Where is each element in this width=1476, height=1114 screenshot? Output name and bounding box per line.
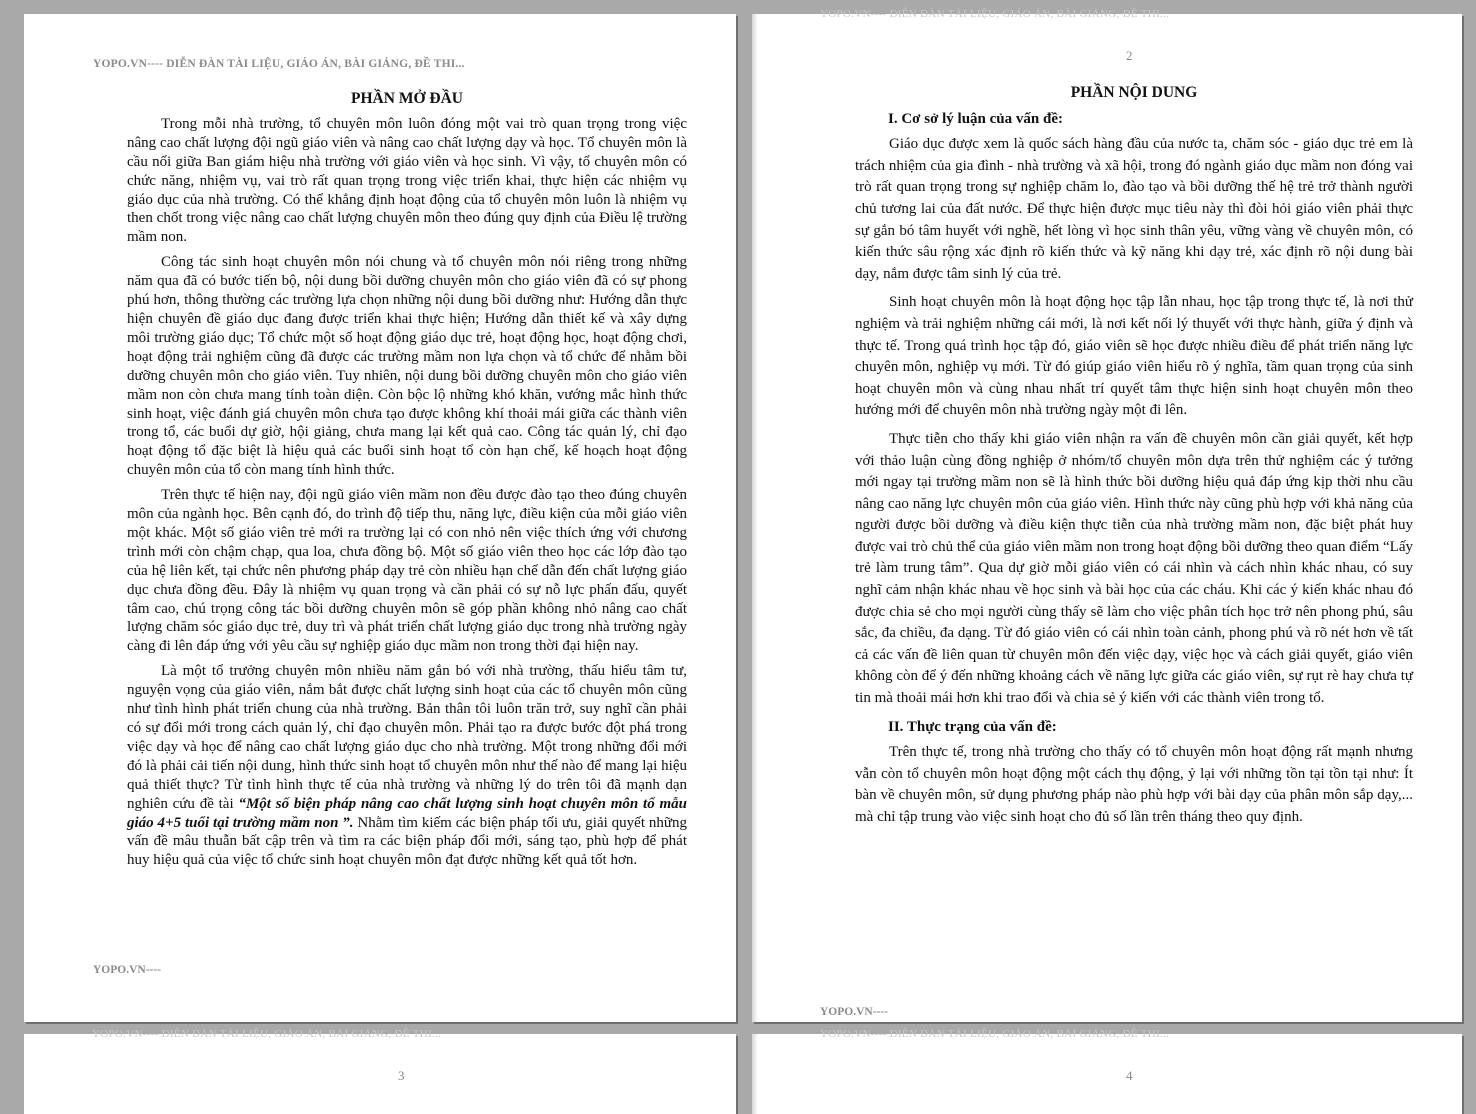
paragraph: Sinh hoạt chuyên môn là hoạt động học tập lẫn nhau, học tập trong thực tế, là nơi thử nghiệm và trải nghiệm những cái mới, là nơi kết nối lý thuyết với thực hành, giữa ý định và thực tế. Trong quá trình học tập đó, giáo viên sẽ học được nhiều điều để phát triển năng lực chuyên môn, nghiệp vụ mới. Từ đó giúp giáo viên hiểu rõ ý nghĩa, tầm quan trọng của sinh hoạt chuyên môn và cùng nhau nhất trí quyết tâm thực hiện sinh hoạt chuyên môn theo hướng mới để chuyên môn nhà trường ngày một đi lên. — [855, 294, 1413, 419]
paragraph — [127, 662, 687, 870]
page-body — [127, 90, 687, 876]
document-page-4 — [752, 1028, 1462, 1114]
paragraph: Giáo dục được xem là quốc sách hàng đầu của nước ta, chăm sóc - giáo dục trẻ em là trách nhiệm của gia đình - nhà trường và xã hội, trong đó ngành giáo dục mầm non đóng vai trò rất quan trọng trong sự nghiệp chăm lo, đào tạo và bồi dưỡng thế hệ trẻ trở thành người chủ tương lai của đất nước. Để thực hiện được mục tiêu này thì đòi hỏi giáo viên phải thực sự gắn bó tâm huyết với nghề, hết lòng vì học sinh thân yêu, vững vàng về chuyên môn, có kiến thức sâu rộng xác định rõ kiến thức và kỹ năng khi dạy trẻ, xác định rõ nội dung bài dạy, nắm được tâm sinh lý của trẻ. — [855, 136, 1413, 282]
section-heading: I. Cơ sở lý luận của vấn đề: — [888, 110, 1063, 127]
document-page-2 — [752, 8, 1462, 1022]
page-edge-shadow — [752, 1034, 758, 1114]
page-number: 3 — [398, 1068, 405, 1083]
paragraph: Thực tiễn cho thấy khi giáo viên nhận ra vấn đề chuyên môn cần giải quyết, kết hợp với thảo luận cùng đồng nghiệp ở nhóm/tổ chuyên môn dựa trên thử nghiệm các ý tưởng mới ngay tại trường mầm non sẽ là hình thức bồi dưỡng hiệu quả đáp ứng kịp thời nhu cầu nâng cao năng lực chuyên môn của giáo viên. Hình thức này cũng phù hợp với khả năng của người được bồi dưỡng và điều kiện thực tiễn của nhà trường mầm non, đặc biệt phát huy được vai trò chủ thể của giáo viên mầm non trong hoạt động bồi dưỡng theo quan điểm “Lấy trẻ làm trung tâm”. Qua dự giờ mỗi giáo viên có cái nhìn và cách nhìn khác nhau, có suy nghĩ cảm nhận khác nhau về học sinh và bài học của các cháu. Khi các ý kiến khác nhau đó được chia sẻ cho mọi người cùng thấy sẽ làm cho việc phân tích học trở nên phong phú, sâu sắc, đa chiều, đa dạng. Từ đó giáo viên có cái nhìn toàn cảnh, phong phú và rõ nét hơn về tất cả các vấn đề liên quan từ chuyên môn đến việc dạy, việc học và cách giải quyết, giáo viên không còn để ý đến những khoảng cách về năng lực giữa các giáo viên, sự rụt rè hay chưa tự tin mà thoải mái hơn khi trao đổi và chia sẻ ý kiến với các thành viên trong tổ. — [855, 430, 1413, 707]
document-page-1 — [24, 14, 736, 1022]
topic-title-emphasis: “Một số biện pháp nâng cao chất lượng sinh hoạt chuyên môn tổ mẫu giáo 4+5 tuổi tại trường mầm non ”. — [127, 795, 688, 831]
section-heading: II. Thực trạng của vấn đề: — [888, 718, 1057, 735]
page-footer: YOPO.VN---- — [93, 964, 162, 976]
page-number: 2 — [1126, 48, 1133, 63]
paragraph-text: Nhằm tìm kiếm các biện pháp tối ưu, giải quyết những vấn đề mâu thuẫn bất cập trên và tìm ra các biện pháp đổi mới, sáng tạo, phù hợp để phát huy hiệu quả của việc tổ chức sinh hoạt chuyên môn đạt được những kết quả tốt hơn. — [127, 814, 687, 869]
page-title: PHẦN NỘI DUNG — [1070, 84, 1198, 101]
page-header-faint: YOPO.VN---- DIỄN ĐÀN TÀI LIỆU, GIÁO ÁN, BÀI GIẢNG, ĐỀ THI... — [820, 8, 1170, 20]
page-number: 4 — [1126, 1068, 1133, 1083]
page-body — [855, 82, 1413, 836]
paragraph: Trong mỗi nhà trường, tổ chuyên môn luôn đóng một vai trò quan trọng trong việc nâng cao chất lượng đội ngũ giáo viên và nâng cao chất lượng dạy và học. Tổ chuyên môn là cầu nối giữa Ban giám hiệu nhà trường với giáo viên và học sinh. Vì vậy, tổ chuyên môn có chức năng, nhiệm vụ, vai trò rất quan trọng trong việc triển khai, thực hiện các nhiệm vụ giáo dục của nhà trường. Có thể khẳng định hoạt động của tổ chuyên môn luôn là nhiệm vụ then chốt trong việc nâng cao chất lượng chuyên môn theo đúng quy định của Điều lệ trường mầm non. — [127, 115, 687, 246]
page-edge-shadow — [752, 14, 758, 1022]
page-header-faint: YOPO.VN---- DIỄN ĐÀN TÀI LIỆU, GIÁO ÁN, BÀI GIẢNG, ĐỀ THI... — [820, 1028, 1170, 1040]
paragraph-text: Là một tổ trưởng chuyên môn nhiều năm gắn bó với nhà trường, thấu hiểu tâm tư, nguyện vọng của giáo viên, nắm bắt được chất lượng sinh hoạt của các tổ chuyên môn cũng như tình hình phát triển chung của nhà trường. Bản thân tôi luôn trăn trở, suy nghĩ cần phải có sự đổi mới trong cách quản lý, chỉ đạo chuyên môn. Phải tạo ra được bước đột phá trong việc dạy và học để nâng cao chất lượng giáo dục cho nhà trường. Một trong những đổi mới đó là phải cải tiến nội dung, hình thức sinh hoạt tổ chuyên môn như thế nào để mang lại hiệu quả thiết thực? Từ tình hình thực tế của nhà trường và những lý do trên tôi đã mạnh dạn nghiên cứu đề tài — [127, 663, 687, 812]
page-header: YOPO.VN---- DIỄN ĐÀN TÀI LIỆU, GIÁO ÁN, BÀI GIẢNG, ĐỀ THI... — [93, 58, 465, 70]
paragraph: Trên thực tế, trong nhà trường cho thấy có tổ chuyên môn hoạt động rất mạnh nhưng vẫn còn tổ chuyên môn hoạt động một cách thụ động, ỷ lại với những tồn tại tồn tại như: Ít bàn về chuyên môn, sử dụng phương pháp nào phù hợp với bài dạy của phân môn sắp dạy,... mà chỉ tập trung vào việc sinh hoạt cho đủ số lần trên tháng theo quy định. — [855, 744, 1413, 825]
paragraph: Trên thực tế hiện nay, đội ngũ giáo viên mầm non đều được đào tạo theo đúng chuyên môn của ngành học. Bên cạnh đó, do trình độ tiếp thu, năng lực, điều kiện của mỗi giáo viên một khác. Một số giáo viên trẻ mới ra trường lại có con nhỏ nên việc thích ứng với chương trình mới còn chậm chạp, qua loa, chưa đồng bộ. Một số giáo viên theo học các lớp đào tạo của hệ liên kết, tại chức nên phương pháp dạy trẻ còn nhiều hạn chế dẫn đến chất lượng giáo dục chưa đồng đều. Đây là nhiệm vụ quan trọng và cần phải có sự nỗ lực phấn đấu, quyết tâm cao, chú trọng công tác bồi dưỡng chuyên môn sẽ góp phần không nhỏ nâng cao chất lượng chăm sóc giáo dục trẻ, duy trì và phát triển chất lượng giáo dục trong nhà trường ngày càng đi lên đáp ứng với yêu cầu sự nghiệp giáo dục mầm non trong thời đại hiện nay. — [127, 487, 687, 655]
paragraph: Công tác sinh hoạt chuyên môn nói chung và tổ chuyên môn nói riêng trong những năm qua đã có bước tiến bộ, nội dung bồi dưỡng chuyên môn cho giáo viên đã có sự phong phú hơn, thông thường các trường lựa chọn những nội dung bồi dưỡng như: Hướng dẫn thực hiện chuyên đề giáo dục đang được triển khai thực hiện; Hướng dẫn thiết kế và xây dựng môi trường giáo dục; Tổ chức một số hoạt động giáo dục trẻ, hoạt động học, hoạt động chơi, hoạt động trải nghiệm cũng đã được các trường mầm non lựa chọn và tổ chức để nhằm bồi dưỡng chuyên môn cho giáo viên. Tuy nhiên, nội dung bồi dưỡng chuyên môn cho giáo viên mầm non còn chưa mang tính toàn diện. Còn bộc lộ những khó khăn, vướng mắc hình thức sinh hoạt, việc đánh giá chuyên môn chưa tạo được không khí thoải mái giữa các thành viên trong tổ, các buổi dự giờ, hội giảng, chưa mang lại kết quả cao. Công tác quản lý, chỉ đạo hoạt động tổ đặc biệt là hiệu quả các buổi sinh hoạt tổ còn hạn chế, kế hoạch hoạt động chuyên môn của tổ còn mang tính hình thức. — [127, 254, 687, 479]
document-page-3 — [24, 1028, 736, 1114]
page-title: PHẦN MỞ ĐẦU — [351, 90, 463, 107]
page-footer: YOPO.VN---- — [820, 1006, 889, 1018]
page-header-faint: YOPO.VN---- DIỄN ĐÀN TÀI LIỆU, GIÁO ÁN, BÀI GIẢNG, ĐỀ THI... — [92, 1028, 442, 1040]
